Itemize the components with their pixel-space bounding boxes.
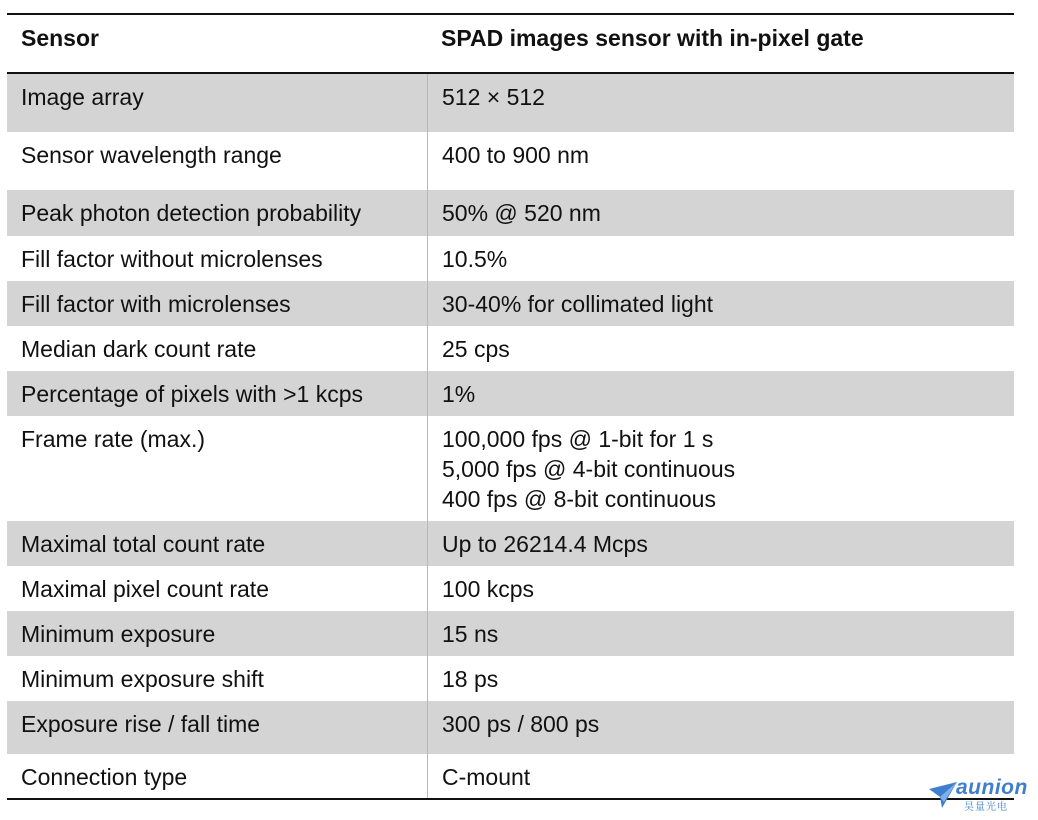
table-row (7, 656, 1014, 701)
table-row (7, 132, 1014, 190)
row-param-cell: Connection type (21, 764, 188, 790)
header-value-cell: SPAD images sensor with in-pixel gate (441, 25, 864, 51)
table-row (7, 74, 1014, 132)
value-line: 10.5% (442, 246, 508, 272)
value-line: 18 ps (442, 666, 499, 692)
table-row (7, 416, 1014, 521)
row-param-cell: Percentage of pixels with >1 kcps (21, 381, 363, 407)
row-param-cell: Minimum exposure shift (21, 666, 264, 692)
header-param-cell: Sensor (21, 25, 99, 51)
table-row (7, 190, 1014, 236)
table-row (7, 611, 1014, 656)
value-line: 300 ps / 800 ps (442, 711, 600, 737)
row-param-cell: Fill factor with microlenses (21, 291, 291, 317)
row-value-cell (427, 326, 1014, 371)
value-line: 512 × 512 (442, 84, 545, 110)
row-param-cell: Image array (21, 84, 144, 110)
row-value-cell (427, 656, 1014, 701)
value-line: 5,000 fps @ 4-bit continuous (442, 456, 736, 482)
table-header-row (7, 15, 1014, 74)
paper-plane-icon (928, 780, 958, 810)
table-row (7, 566, 1014, 611)
value-line: 400 to 900 nm (442, 142, 590, 168)
row-param-cell: Maximal total count rate (21, 531, 266, 557)
row-param-cell: Sensor wavelength range (21, 142, 282, 168)
value-line: 1% (442, 381, 476, 407)
table-row (7, 371, 1014, 416)
row-param-cell: Minimum exposure (21, 621, 216, 647)
row-value-cell (427, 74, 1014, 132)
value-line: 100 kcps (442, 576, 535, 602)
row-value-cell (427, 754, 1014, 798)
brand-logo (928, 778, 1030, 814)
logo-subtitle: 昊量光电 (964, 802, 1008, 813)
logo-wordmark: aunion (956, 776, 1028, 799)
row-param-cell: Frame rate (max.) (21, 426, 206, 452)
row-param-cell: Maximal pixel count rate (21, 576, 269, 602)
table-row (7, 754, 1014, 798)
row-value-cell (427, 521, 1014, 566)
row-value-cell (427, 611, 1014, 656)
row-param-cell: Median dark count rate (21, 336, 257, 362)
spec-table (7, 13, 1014, 800)
value-line: 30-40% for collimated light (442, 291, 714, 317)
row-param-cell: Peak photon detection probability (21, 200, 362, 226)
value-line: 50% @ 520 nm (442, 200, 601, 226)
value-line: 100,000 fps @ 1-bit for 1 s (442, 426, 714, 452)
table-row (7, 281, 1014, 326)
row-param-cell: Fill factor without microlenses (21, 246, 323, 272)
row-value-cell (427, 371, 1014, 416)
row-value-cell (427, 190, 1014, 236)
row-value-cell (427, 281, 1014, 326)
table-row (7, 701, 1014, 754)
row-param-cell: Exposure rise / fall time (21, 711, 261, 737)
table-row (7, 326, 1014, 371)
row-value-cell (427, 701, 1014, 754)
row-value-cell (427, 236, 1014, 281)
table-row (7, 521, 1014, 566)
value-line: Up to 26214.4 Mcps (442, 531, 648, 557)
table-row (7, 236, 1014, 281)
value-line: 15 ns (442, 621, 499, 647)
row-value-cell (427, 566, 1014, 611)
value-line: C-mount (442, 764, 531, 790)
row-value-cell (427, 416, 1014, 521)
row-value-cell (427, 132, 1014, 190)
value-line: 25 cps (442, 336, 510, 362)
value-line: 400 fps @ 8-bit continuous (442, 486, 716, 512)
